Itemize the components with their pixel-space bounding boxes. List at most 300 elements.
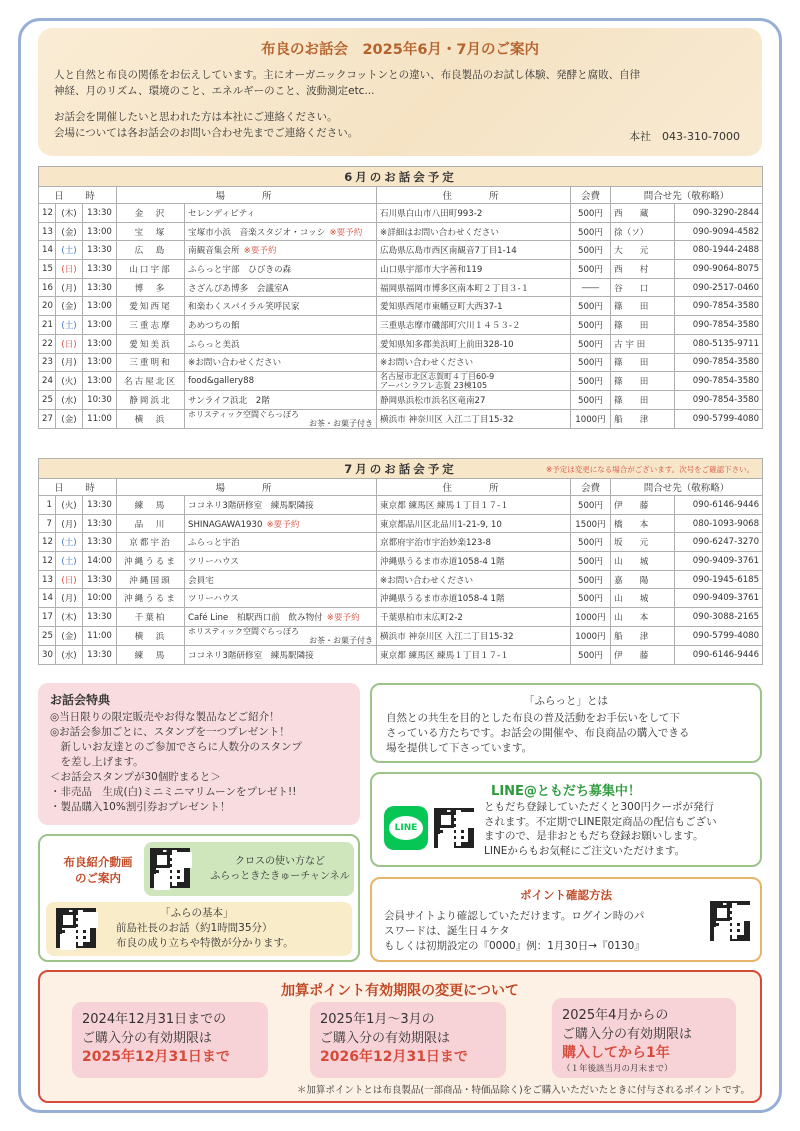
row-contact-name: 谷 口 [611, 278, 675, 297]
venue-text: ※お問い合わせください [188, 358, 282, 369]
row-time: 13:00 [83, 316, 117, 335]
row-contact-tel: 090-9094-4582 [675, 222, 763, 241]
col-header-address: 住 所 [377, 479, 571, 496]
line-panel [370, 772, 762, 867]
row-day: 7 [39, 514, 56, 533]
qr-code-icon[interactable] [150, 848, 190, 888]
row-day: 21 [39, 316, 56, 335]
row-venue [185, 316, 377, 335]
venue-line-2: お茶・お菓子付き [309, 418, 373, 428]
row-contact-tel: 090-7854-3580 [675, 353, 763, 372]
row-weekday: (日) [56, 260, 83, 279]
row-day: 12 [39, 204, 56, 223]
page-title: 布良のお話会 2025年6月・7月のご案内 [260, 42, 540, 58]
expiry-2-deadline: 2026年12月31日まで [320, 1049, 468, 1065]
row-contact-tel: 090-7854-3580 [675, 297, 763, 316]
venue-text: 和楽わくスパイラル笑呼民家 [188, 302, 300, 313]
row-contact-tel: 080-5135-9711 [675, 334, 763, 353]
row-day: 14 [39, 241, 56, 260]
col-header-place: 場 所 [117, 479, 377, 496]
row-weekday: (月) [56, 589, 83, 608]
june-table-title: 6月のお話会予定 [39, 167, 763, 187]
row-contact-tel: 090-6247-3270 [675, 533, 763, 552]
row-contact-name: 篠 田 [611, 297, 675, 316]
row-address: ※お問い合わせください [377, 570, 571, 589]
schedule-row [39, 278, 763, 297]
row-contact-tel: 080-1093-9068 [675, 514, 763, 533]
july-table-note: ※予定は変更になる場合がございます。次号をご確認下さい。 [545, 465, 755, 474]
address-line-1: 名古屋市北区志賀町４丁目60-9 [380, 372, 495, 382]
furatto-title: 「ふらっと」とは [524, 695, 608, 707]
row-city: 山口宇部 [117, 260, 185, 279]
row-contact-name: 山 城 [611, 589, 675, 608]
row-fee: 500円 [571, 353, 611, 372]
venue-line-1: ホリスティック空間ぐらっぽろ [188, 626, 300, 636]
row-address: 愛知県知多郡美浜町上前田328-10 [377, 334, 571, 353]
line-logo-text: LINE [389, 816, 423, 840]
channel-text-1: クロスの使い方など [235, 856, 325, 867]
row-city: 広 島 [117, 241, 185, 260]
row-city: 三重明和 [117, 353, 185, 372]
reservation-note: ※要予約 [266, 519, 300, 530]
row-city: 沖縄うるま [117, 552, 185, 571]
row-city: 千葉柏 [117, 608, 185, 627]
address-line-2: アーバンラフレ志賀 23棟105 [380, 381, 488, 391]
col-header-date: 日 時 [39, 187, 117, 204]
video-title [48, 854, 148, 886]
col-header-address: 住 所 [377, 187, 571, 204]
point-text: もしくは初期設定の『0000』例：1月30日→『0130』 [384, 940, 645, 952]
row-venue [185, 241, 377, 260]
row-address: 東京都 練馬区 練馬１丁目１７-１ [377, 496, 571, 515]
row-venue [185, 608, 377, 627]
row-contact-name: 坂 元 [611, 533, 675, 552]
line-text: ますので、是非おともだち登録お願いします。 [484, 830, 704, 842]
row-contact-tel: 090-6146-9446 [675, 496, 763, 515]
expiry-period-1 [72, 1002, 268, 1078]
expiry-2-line-2: ご購入分の有効期限は [320, 1031, 451, 1046]
row-fee: 1000円 [571, 626, 611, 645]
line-logo-icon[interactable] [384, 806, 428, 850]
venue-text: セレンディピティ [188, 208, 256, 219]
row-fee: 500円 [571, 241, 611, 260]
july-table-title: 7月のお話会予定 [344, 461, 457, 476]
intro-text-2: 神経、月のリズム、環境のこと、エネルギーのこと、波動測定etc... [54, 85, 375, 97]
expiry-1-line-2: ご購入分の有効期限は [82, 1031, 213, 1046]
row-weekday: (水) [56, 645, 83, 664]
row-weekday: (日) [56, 334, 83, 353]
row-fee: 1000円 [571, 409, 611, 428]
row-contact-tel: 090-9409-3761 [675, 552, 763, 571]
venue-line-1: ホリスティック空間ぐらっぽろ [188, 409, 300, 419]
row-venue [185, 552, 377, 571]
row-city: 沖縄うるま [117, 589, 185, 608]
row-weekday: (火) [56, 372, 83, 391]
row-weekday: (月) [56, 353, 83, 372]
row-day: 30 [39, 645, 56, 664]
venue-text: 会員宅 [188, 575, 214, 586]
host-text-1: お話会を開催したいと思われた方は本社にご連絡ください。 [54, 111, 338, 123]
benefit-panel [38, 683, 360, 825]
row-address: 横浜市 神奈川区 入江二丁目15-32 [377, 626, 571, 645]
row-weekday: (金) [56, 409, 83, 428]
video-title-line-2: のご案内 [75, 871, 121, 885]
row-weekday: (金) [56, 222, 83, 241]
row-address: 静岡県浜松市浜名区竜南27 [377, 391, 571, 410]
row-time: 13:30 [83, 608, 117, 627]
row-weekday: (月) [56, 278, 83, 297]
venue-text: ふらっと宇部 ひびきの森 [188, 264, 292, 275]
row-address: 福岡県福岡市博多区南本町２丁目３-１ [377, 278, 571, 297]
row-contact-name: 橋 本 [611, 514, 675, 533]
row-contact-name: 西 村 [611, 260, 675, 279]
row-contact-tel: 090-2517-0460 [675, 278, 763, 297]
expiry-2-line-1: 2025年1月～3月の [320, 1012, 435, 1027]
row-address: 京都府宇治市宇治妙楽123-8 [377, 533, 571, 552]
venue-text: Café Line 柏駅西口前 飲み物付 [188, 612, 323, 623]
row-day: 15 [39, 260, 56, 279]
venue-text: ツリーハウス [188, 556, 239, 567]
row-weekday: (日) [56, 570, 83, 589]
row-contact-name: 嘉 陽 [611, 570, 675, 589]
row-time: 13:30 [83, 204, 117, 223]
benefit-line: ＜お話会スタンプが30個貯まると＞ [50, 771, 221, 783]
row-fee: 500円 [571, 570, 611, 589]
schedule-row [39, 204, 763, 223]
row-city: 愛知西尾 [117, 297, 185, 316]
row-contact-tel: 090-7854-3580 [675, 316, 763, 335]
channel-box [144, 842, 354, 896]
row-time: 13:30 [83, 241, 117, 260]
row-venue [185, 626, 377, 645]
expiry-3-deadline: 購入してから1年 [562, 1045, 670, 1061]
benefit-line: を差し上げます。 [50, 756, 144, 768]
schedule-row [39, 372, 763, 391]
intro-text-1: 人と自然と布良の関係をお伝えしています。主にオーガニックコットンとの違い、布良製品のお試し体験、発酵と腐敗、自律 [54, 69, 641, 81]
qr-code-icon[interactable] [434, 808, 474, 848]
schedule-row [39, 514, 763, 533]
expiry-1-line-1: 2024年12月31日までの [82, 1012, 227, 1027]
row-contact-tel: 090-5799-4080 [675, 626, 763, 645]
row-venue [185, 514, 377, 533]
benefit-line: 新しいお友達とのご参加でさらに人数分のスタンプ [50, 741, 302, 753]
line-text: ともだち登録していただくと300円クーポが発行 [484, 801, 715, 813]
expiry-panel [38, 970, 762, 1103]
row-time: 13:00 [83, 353, 117, 372]
row-fee: 500円 [571, 222, 611, 241]
expiry-3-note: （１年後該当月の月末まで） [562, 1064, 673, 1074]
row-day: 23 [39, 353, 56, 372]
schedule-row [39, 316, 763, 335]
row-fee: 1000円 [571, 608, 611, 627]
row-weekday: (水) [56, 391, 83, 410]
row-contact-tel: 090-1945-6185 [675, 570, 763, 589]
row-address: 三重県志摩市磯部町穴川１４５３-２ [377, 316, 571, 335]
venue-text: さざんぴあ博多 会議室A [188, 283, 289, 294]
row-time: 13:00 [83, 372, 117, 391]
row-time: 13:30 [83, 514, 117, 533]
row-address: 千葉県柏市末広町2-2 [377, 608, 571, 627]
row-weekday: (木) [56, 608, 83, 627]
row-fee: 500円 [571, 391, 611, 410]
row-day: 17 [39, 608, 56, 627]
row-day: 20 [39, 297, 56, 316]
point-text: スワードは、誕生日４ケタ [384, 925, 510, 937]
row-day: 12 [39, 533, 56, 552]
row-venue [185, 353, 377, 372]
col-header-place: 場 所 [117, 187, 377, 204]
row-contact-name: 篠 田 [611, 353, 675, 372]
venue-text: あめつちの館 [188, 320, 240, 331]
schedule-row [39, 260, 763, 279]
row-address: 東京都品川区北品川1-21-9, 10 [377, 514, 571, 533]
row-city: 京都宇治 [117, 533, 185, 552]
row-contact-name: 伊 藤 [611, 496, 675, 515]
row-time: 13:00 [83, 222, 117, 241]
col-header-date: 日 時 [39, 479, 117, 496]
row-fee: 500円 [571, 533, 611, 552]
row-fee: 500円 [571, 316, 611, 335]
row-time: 13:00 [83, 297, 117, 316]
schedule-row [39, 334, 763, 353]
row-weekday: (土) [56, 241, 83, 260]
basics-video-text-2: 布良の成り立ちや特徴が分かります。 [116, 937, 294, 949]
row-city: 横 浜 [117, 626, 185, 645]
row-address: 広島県広島市西区南観音7丁目1-14 [377, 241, 571, 260]
row-address: 石川県白山市八田町993-2 [377, 204, 571, 223]
row-contact-tel: 090-5799-4080 [675, 409, 763, 428]
qr-code-icon[interactable] [56, 908, 96, 948]
schedule-row [39, 222, 763, 241]
video-title-line-1: 布良紹介動画 [63, 855, 133, 869]
venue-text: ツリーハウス [188, 594, 239, 605]
expiry-3-line-1: 2025年4月からの [562, 1008, 669, 1023]
benefit-line: ◎お話会参加ごとに、スタンプを一つプレゼント！ [50, 726, 290, 738]
expiry-title: 加算ポイント有効期限の変更について [281, 983, 519, 999]
line-title: LINE@ともだち募集中！ [491, 784, 641, 799]
row-day: 14 [39, 589, 56, 608]
row-address: ※お問い合わせください [377, 353, 571, 372]
row-address: 山口県宇部市大字善和119 [377, 260, 571, 279]
row-venue [185, 204, 377, 223]
schedule-row [39, 589, 763, 608]
row-address: 横浜市 神奈川区 入江二丁目15-32 [377, 409, 571, 428]
row-city: 宝 塚 [117, 222, 185, 241]
row-time: 13:30 [83, 533, 117, 552]
col-header-fee: 会費 [571, 479, 611, 496]
head-office-contact: 本社 043-310-7000 [629, 130, 740, 143]
basics-video-box [46, 902, 352, 956]
venue-text: ココネリ3階研修室 練馬駅隣接 [188, 650, 314, 661]
row-venue [185, 260, 377, 279]
row-fee: 500円 [571, 552, 611, 571]
furatto-text: さっている方たちです。お話会の開催や、布良商品の購入できる [386, 727, 690, 739]
schedule-row [39, 297, 763, 316]
row-city: 沖縄国頭 [117, 570, 185, 589]
row-contact-tel: 090-3088-2165 [675, 608, 763, 627]
venue-text: ふらっと美浜 [188, 339, 240, 350]
row-time: 14:00 [83, 552, 117, 571]
schedule-row [39, 241, 763, 260]
row-venue [185, 372, 377, 391]
venue-text: food&gallery88 [188, 376, 255, 387]
row-contact-name: 山 本 [611, 608, 675, 627]
row-weekday: (木) [56, 204, 83, 223]
schedule-row [39, 533, 763, 552]
expiry-3-line-2: ご購入分の有効期限は [562, 1027, 693, 1042]
benefit-title: お話会特典 [50, 693, 111, 707]
channel-text-2: ふらっときたきゅーチャンネル [210, 871, 350, 882]
row-venue [185, 297, 377, 316]
col-header-contact: 問合せ先（敬称略） [611, 479, 763, 496]
row-contact-tel: 090-6146-9446 [675, 645, 763, 664]
schedule-row [39, 353, 763, 372]
row-weekday: (月) [56, 514, 83, 533]
row-weekday: (土) [56, 533, 83, 552]
row-contact-tel: 090-9064-8075 [675, 260, 763, 279]
row-time: 11:00 [83, 626, 117, 645]
row-fee: 1500円 [571, 514, 611, 533]
row-address: 沖縄県うるま市赤道1058-4 1階 [377, 589, 571, 608]
row-weekday: (金) [56, 626, 83, 645]
row-fee: 500円 [571, 297, 611, 316]
row-time: 10:00 [83, 589, 117, 608]
row-time: 13:30 [83, 496, 117, 515]
june-schedule-table [38, 166, 763, 429]
row-contact-name: 徐（ソ） [611, 222, 675, 241]
row-contact-tel: 090-3290-2844 [675, 204, 763, 223]
row-day: 25 [39, 626, 56, 645]
venue-text: ココネリ3階研修室 練馬駅隣接 [188, 500, 314, 511]
row-time: 11:00 [83, 409, 117, 428]
row-fee: 500円 [571, 372, 611, 391]
row-contact-name: 山 城 [611, 552, 675, 571]
line-text: LINEからもお気軽にご注文いただけます。 [484, 844, 686, 857]
row-contact-tel: 090-9409-3761 [675, 589, 763, 608]
col-header-fee: 会費 [571, 187, 611, 204]
row-city: 愛知美浜 [117, 334, 185, 353]
point-panel [370, 877, 762, 962]
reservation-note: ※要予約 [243, 246, 277, 257]
reservation-note: ※要予約 [329, 227, 363, 238]
row-contact-name: 大 元 [611, 241, 675, 260]
col-header-contact: 問合せ先（敬称略） [611, 187, 763, 204]
furatto-panel [370, 683, 762, 763]
schedule-row [39, 391, 763, 410]
schedule-row [39, 496, 763, 515]
row-city: 金 沢 [117, 204, 185, 223]
benefit-line: ・非売品 生成(白)ミニミニマリムーンをプレゼト!! [50, 786, 297, 798]
row-address: 沖縄県うるま市赤道1058-4 1階 [377, 552, 571, 571]
row-city: 三重志摩 [117, 316, 185, 335]
row-venue [185, 589, 377, 608]
row-venue [185, 278, 377, 297]
row-weekday: (火) [56, 496, 83, 515]
venue-line-2: お茶・お菓子付き [309, 635, 373, 645]
row-venue [185, 645, 377, 664]
july-schedule-table [38, 458, 763, 665]
venue-text: サンライフ浜北 2階 [188, 396, 270, 407]
row-venue [185, 334, 377, 353]
row-address [377, 372, 571, 391]
row-venue [185, 496, 377, 515]
qr-code-icon[interactable] [710, 901, 750, 941]
row-address: 東京都 練馬区 練馬１丁目１７-１ [377, 645, 571, 664]
row-city: 練 馬 [117, 645, 185, 664]
line-text: されます。不定期でLINE限定商品の配信もござい [484, 815, 717, 828]
point-title: ポイント確認方法 [520, 888, 612, 902]
schedule-row [39, 608, 763, 627]
row-day: 16 [39, 278, 56, 297]
row-contact-tel: 090-7854-3580 [675, 391, 763, 410]
row-venue [185, 570, 377, 589]
row-contact-name: 古 宇 田 [611, 334, 675, 353]
row-contact-name: 伊 藤 [611, 645, 675, 664]
row-day: 13 [39, 222, 56, 241]
row-contact-name: 船 津 [611, 409, 675, 428]
reservation-note: ※要予約 [326, 612, 360, 623]
row-time: 13:30 [83, 645, 117, 664]
row-address: 愛知県西尾市東幡豆町大西37-1 [377, 297, 571, 316]
venue-text: SHINAGAWA1930 [188, 519, 263, 530]
row-contact-tel: 080-1944-2488 [675, 241, 763, 260]
row-day: 12 [39, 552, 56, 571]
row-weekday: (土) [56, 316, 83, 335]
row-time: 13:30 [83, 278, 117, 297]
row-venue [185, 391, 377, 410]
point-text: 会員サイトより確認していただけます。ログイン時のパ [384, 910, 645, 922]
expiry-period-3 [552, 998, 736, 1078]
row-contact-name: 篠 田 [611, 372, 675, 391]
row-time: 13:30 [83, 260, 117, 279]
row-fee: ―― [571, 278, 611, 297]
row-city: 横 浜 [117, 409, 185, 428]
header-panel [38, 28, 762, 156]
row-city: 名古屋北区 [117, 372, 185, 391]
schedule-row [39, 409, 763, 428]
row-day: 25 [39, 391, 56, 410]
benefit-line: ・製品購入10%割引券おプレゼント！ [50, 801, 231, 813]
venue-text: 宝塚市小浜 音楽スタジオ・コッシ [188, 227, 326, 238]
row-day: 27 [39, 409, 56, 428]
schedule-row [39, 570, 763, 589]
row-fee: 500円 [571, 496, 611, 515]
row-weekday: (金) [56, 297, 83, 316]
row-city: 品 川 [117, 514, 185, 533]
row-venue [185, 409, 377, 428]
row-time: 13:30 [83, 570, 117, 589]
schedule-row [39, 626, 763, 645]
row-venue [185, 533, 377, 552]
expiry-period-2 [310, 1002, 506, 1078]
row-day: 13 [39, 570, 56, 589]
row-fee: 500円 [571, 589, 611, 608]
row-city: 博 多 [117, 278, 185, 297]
schedule-row [39, 552, 763, 571]
row-fee: 500円 [571, 645, 611, 664]
row-day: 1 [39, 496, 56, 515]
row-contact-name: 篠 田 [611, 391, 675, 410]
row-fee: 500円 [571, 334, 611, 353]
venue-text: 南観音集会所 [188, 246, 240, 257]
benefit-line: ◎当日限りの限定販売やお得な製品などご紹介！ [50, 711, 280, 723]
expiry-footnote: ＊加算ポイントとは布良製品(一部商品・特価品除く)をご購入いただいたときに付与されるポイントです。 [296, 1085, 750, 1096]
row-city: 静岡浜北 [117, 391, 185, 410]
furatto-text: 自然との共生を目的とした布良の普及活動をお手伝いをして下 [386, 712, 680, 724]
venue-text: ふらっと宇治 [188, 538, 240, 549]
row-weekday: (土) [56, 552, 83, 571]
row-city: 練 馬 [117, 496, 185, 515]
